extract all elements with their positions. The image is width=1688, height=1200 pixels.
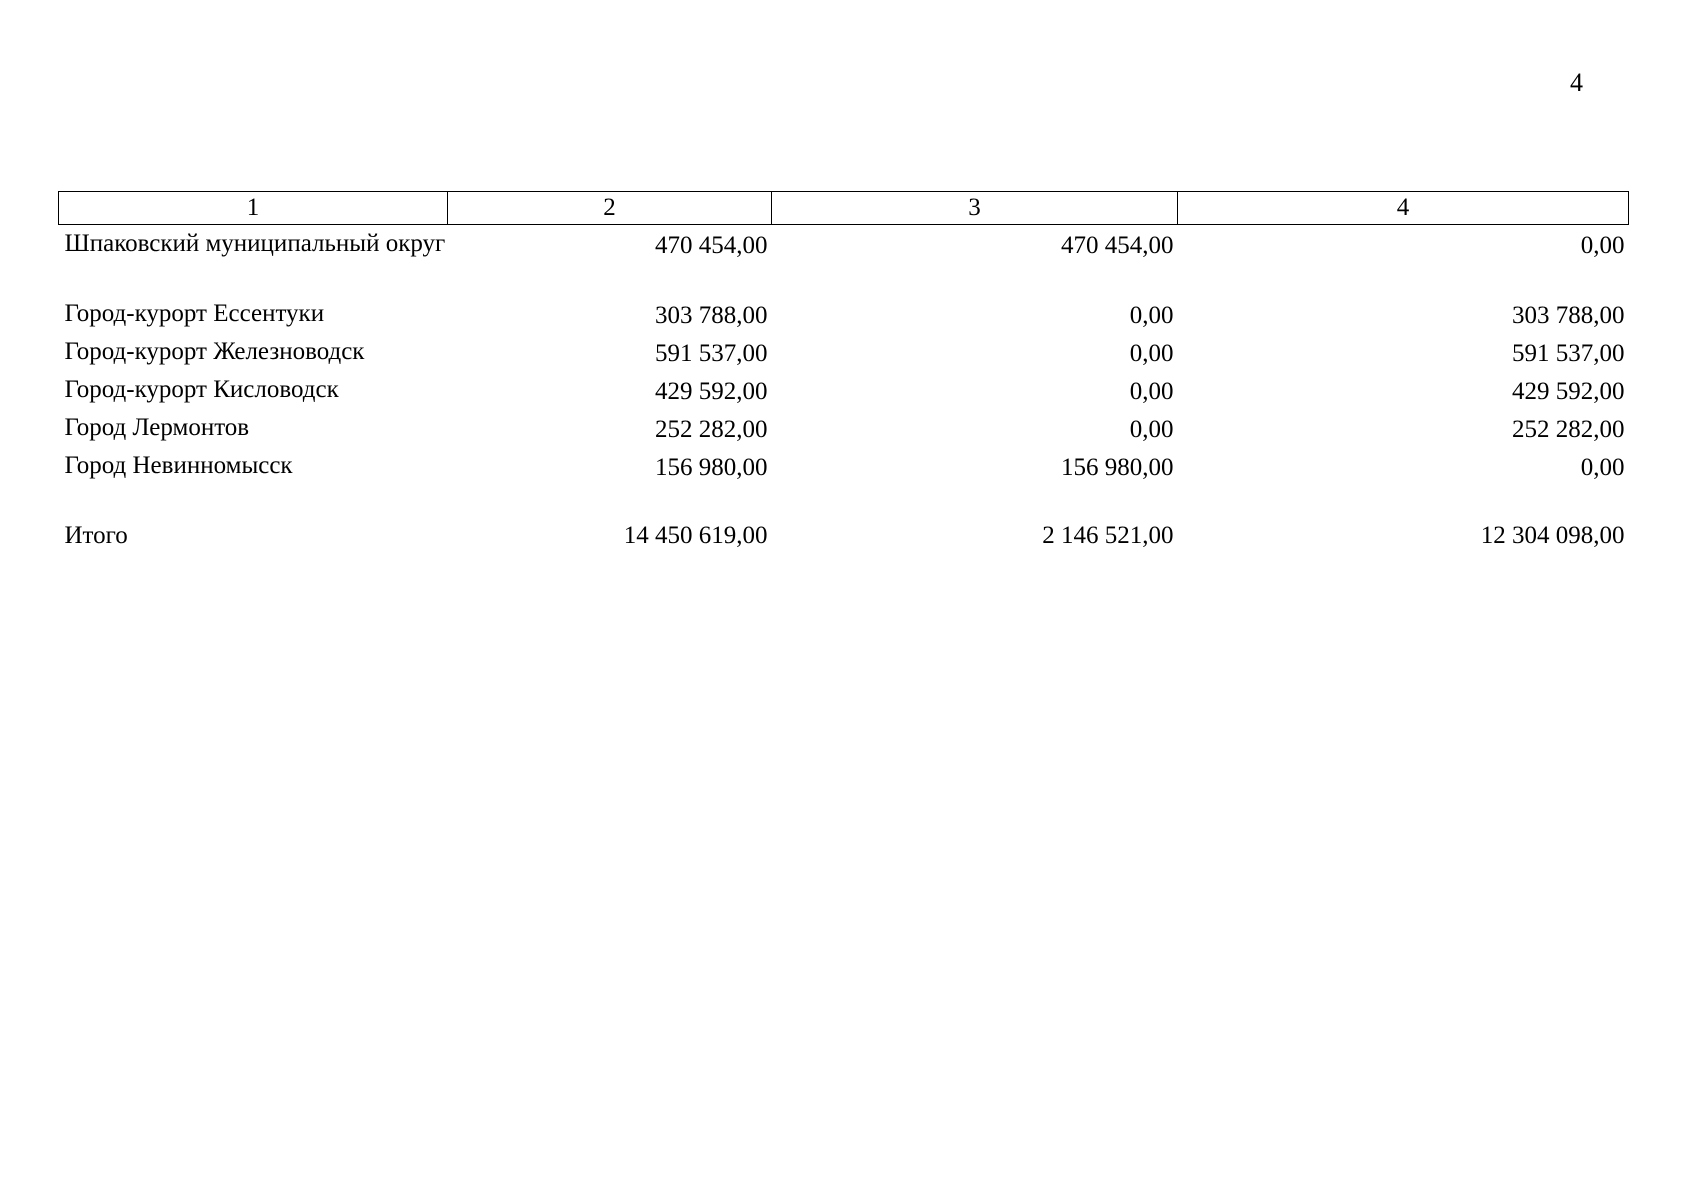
table-row: [59, 371, 1629, 409]
row-value-col4: 303 788,00: [1512, 302, 1625, 329]
row-name: Город Лермонтов: [64, 414, 250, 441]
data-table: [58, 191, 1629, 553]
row-value-col2: 429 592,00: [655, 378, 768, 405]
row-name: Шпаковский муниципальный округ: [64, 230, 446, 257]
column-header-4: 4: [1178, 192, 1629, 225]
header-row: [59, 192, 1629, 225]
row-value-col4: 0,00: [1580, 232, 1625, 259]
row-value-col4: 429 592,00: [1512, 378, 1625, 405]
row-name: Город Невинномысск: [64, 452, 293, 479]
total-value-col4: 12 304 098,00: [1480, 522, 1625, 549]
table-row: [59, 333, 1629, 371]
column-header-1: 1: [59, 192, 448, 225]
row-value-col2: 303 788,00: [655, 302, 768, 329]
row-value-col2: 470 454,00: [655, 232, 768, 259]
table-row: [59, 409, 1629, 447]
total-label: Итого: [64, 522, 128, 549]
row-value-col3: 470 454,00: [1061, 232, 1174, 259]
total-value-col3: 2 146 521,00: [1042, 522, 1174, 549]
row-value-col4: 591 537,00: [1512, 340, 1625, 367]
row-value-col2: 156 980,00: [655, 454, 768, 481]
row-value-col2: 591 537,00: [655, 340, 768, 367]
row-name: Город-курорт Железноводск: [64, 338, 365, 365]
total-value-col2: 14 450 619,00: [623, 522, 768, 549]
row-value-col3: 0,00: [1129, 378, 1174, 405]
total-row: [59, 485, 1629, 553]
row-value-col3: 0,00: [1129, 302, 1174, 329]
row-value-col4: 252 282,00: [1512, 416, 1625, 443]
row-value-col3: 0,00: [1129, 340, 1174, 367]
table-row: [59, 447, 1629, 485]
column-header-2: 2: [448, 192, 772, 225]
row-value-col3: 156 980,00: [1061, 454, 1174, 481]
row-name: Город-курорт Ессентуки: [64, 300, 325, 327]
row-value-col3: 0,00: [1129, 416, 1174, 443]
page-number: 4: [1570, 68, 1583, 97]
row-name: Город-курорт Кисловодск: [64, 376, 339, 403]
row-value-col2: 252 282,00: [655, 416, 768, 443]
column-header-3: 3: [772, 192, 1178, 225]
row-value-col4: 0,00: [1580, 454, 1625, 481]
table-row: [59, 225, 1629, 296]
table-row: [59, 295, 1629, 333]
